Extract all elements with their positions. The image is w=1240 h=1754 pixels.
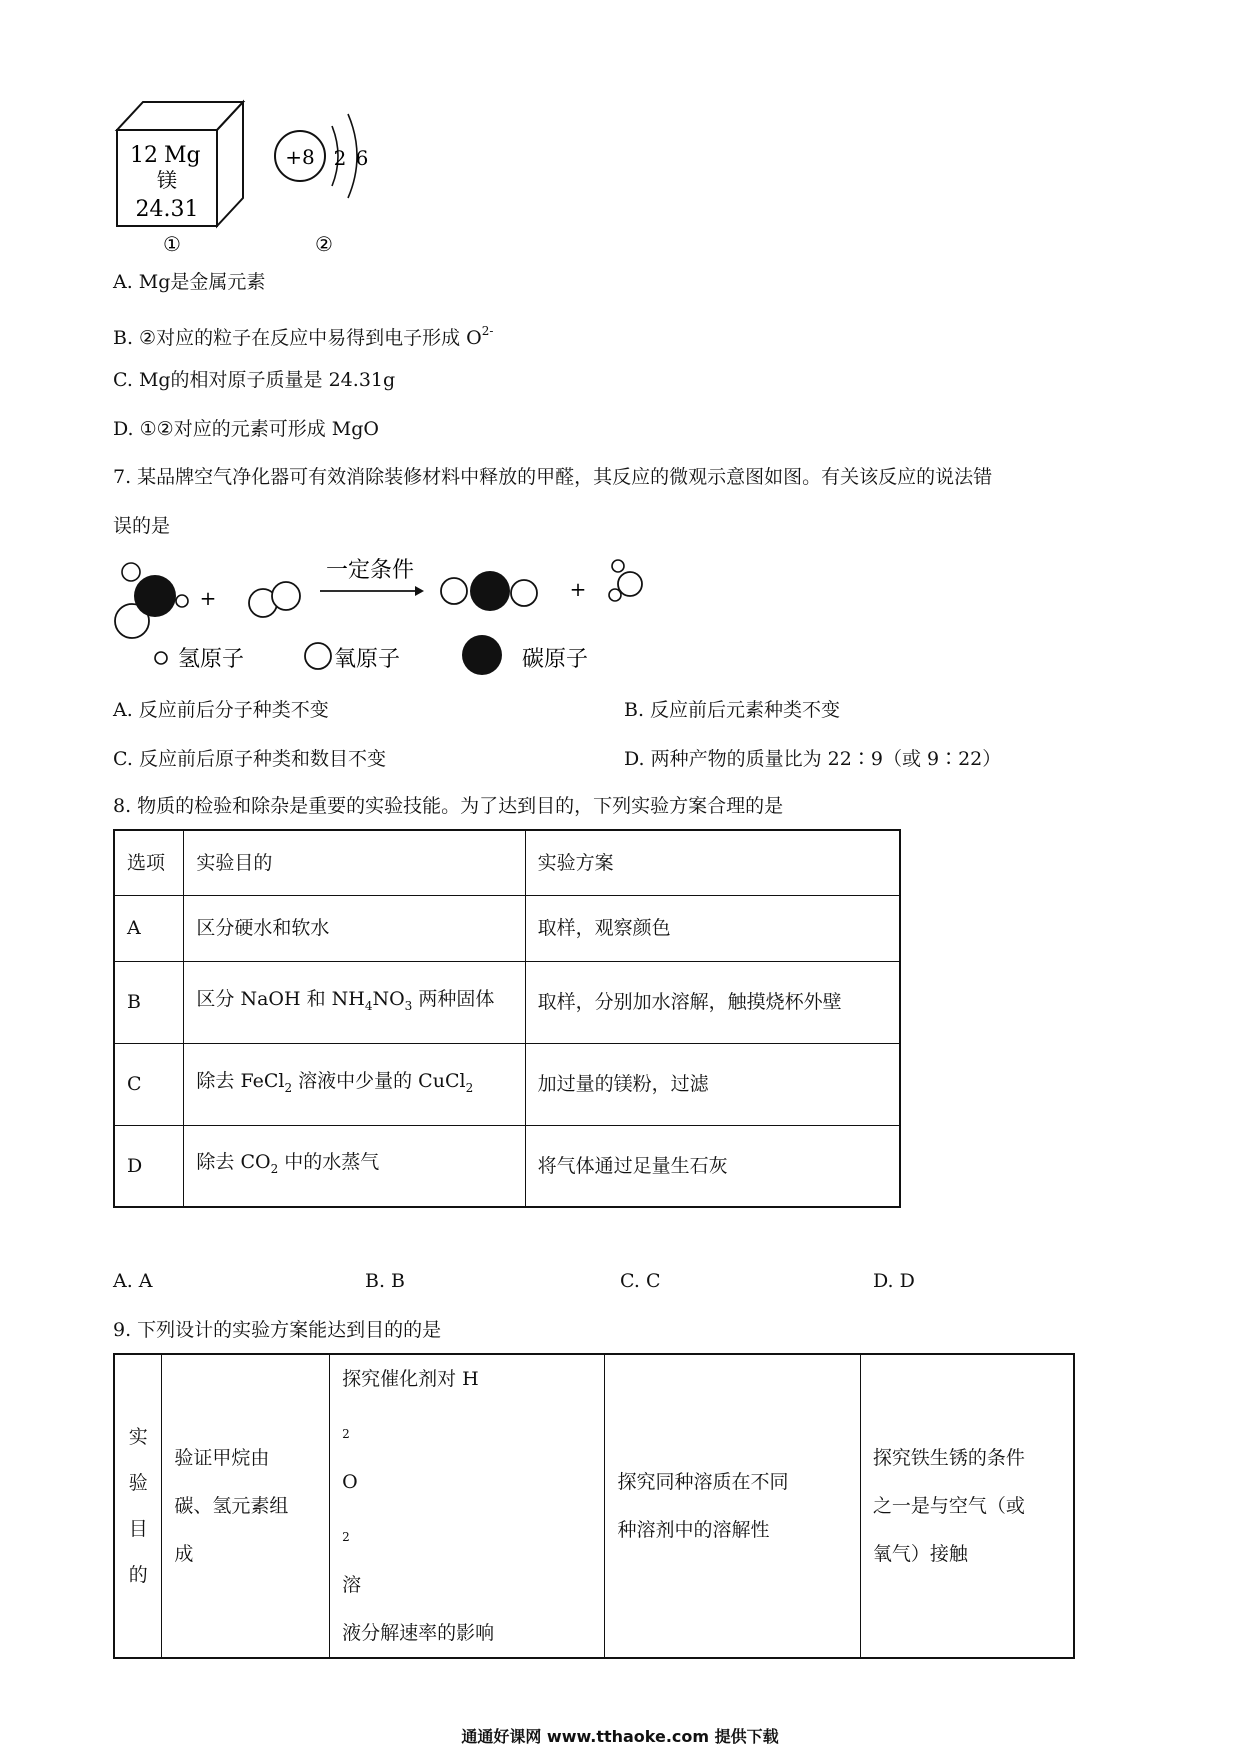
page-footer: 通通好课网 www.tthaoke.com 提供下载	[461, 1727, 779, 1746]
q8-answer-d: D. D	[873, 1270, 915, 1292]
q8-row-d-option: D	[114, 1125, 184, 1207]
q8-answer-c: C. C	[620, 1270, 661, 1292]
oxygen-atom-structure-diagram	[272, 110, 382, 256]
q9-cell-solubility: 探究同种溶质在不同 种溶剂中的溶解性	[605, 1354, 860, 1658]
magnesium-element-card	[112, 96, 252, 256]
reaction-micro-diagram	[110, 555, 670, 677]
q7-stem-line1: 7. 某品牌空气净化器可有效消除装修材料中释放的甲醛，其反应的微观示意图如图。有关该反应的说法错	[113, 466, 993, 488]
q7-option-b: B. 反应前后元素种类不变	[624, 699, 841, 721]
q8-row-d-goal: 除去 $CO_2$ 中的水蒸气	[184, 1125, 525, 1207]
q8-answer-b: B. B	[365, 1270, 406, 1292]
q8-row-c-option: C	[114, 1043, 184, 1125]
shell1-electrons: 2	[333, 146, 347, 170]
q8-row-a-plan: 取样，观察颜色	[525, 895, 900, 961]
q9-table	[113, 1353, 1075, 1659]
q7-option-c: C. 反应前后原子种类和数目不变	[113, 748, 386, 770]
q8-row-d-plan: 将气体通过足量生石灰	[525, 1125, 900, 1207]
q8-row-c-goal: 除去 FeCl$_2$ 溶液中少量的 CuCl$_2$	[184, 1043, 525, 1125]
q9-cell-catalyst: 探究催化剂对 H $_2$ O $_2$ 溶 液分解速率的影响	[330, 1354, 605, 1658]
q7-stem-line2: 误的是	[113, 515, 171, 537]
element-name: 镁	[157, 168, 177, 192]
q7-option-a: A. 反应前后分子种类不变	[113, 699, 329, 721]
element-number: 12	[130, 143, 158, 168]
plus-sign-2: +	[569, 577, 587, 601]
q7-option-d: D. 两种产物的质量比为 22∶9（或 9∶22）	[624, 748, 1002, 770]
legend-oxygen: 氧原子	[334, 647, 401, 672]
q6-option-a: A. Mg是金属元素	[113, 271, 266, 293]
q9-stem: 9. 下列设计的实验方案能达到目的的是	[113, 1319, 442, 1341]
plus-sign-1: +	[199, 586, 217, 610]
q6-option-d: D. ①②对应的元素可形成 MgO	[113, 418, 379, 440]
q8-header-option: 选项	[114, 830, 184, 895]
element-symbol: Mg	[164, 143, 201, 168]
q8-row-a-goal: 区分硬水和软水	[184, 895, 525, 961]
q8-stem: 8. 物质的检验和除杂是重要的实验技能。为了达到目的，下列实验方案合理的是	[113, 795, 784, 817]
legend-carbon: 碳原子	[522, 647, 589, 672]
q9-cell-rusting: 探究铁生锈的条件 之一是与空气（或 氧气）接触	[860, 1354, 1074, 1658]
q6-option-b: B. ②对应的粒子在反应中易得到电子形成 $O^{2-}$	[113, 324, 494, 349]
nucleus-charge: +8	[285, 145, 315, 169]
q8-row-a-option: A	[114, 895, 184, 961]
q8-table	[113, 829, 901, 1208]
shell2-electrons: 6	[355, 146, 369, 170]
q8-header-goal: 实验目的	[184, 830, 525, 895]
legend-hydrogen: 氢原子	[178, 647, 245, 672]
q9-row-header: 实 验 目 的	[114, 1354, 162, 1658]
q8-row-b-goal: 区分 NaOH 和 $NH_4NO_3$ 两种固体	[184, 961, 525, 1043]
element-mass: 24.31	[135, 197, 199, 222]
atom-caption: ②	[315, 232, 333, 256]
card-caption: ①	[163, 232, 181, 256]
q8-row-c-plan: 加过量的镁粉，过滤	[525, 1043, 900, 1125]
reaction-condition: 一定条件	[325, 558, 415, 583]
q6-option-c: C. Mg的相对原子质量是 24.31g	[113, 369, 396, 391]
q8-row-b-plan: 取样，分别加水溶解，触摸烧杯外壁	[525, 961, 900, 1043]
q8-answer-a: A. A	[113, 1270, 153, 1292]
q8-row-b-option: B	[114, 961, 184, 1043]
q9-cell-methane: 验证甲烷由 碳、氢元素组 成	[162, 1354, 330, 1658]
q8-header-plan: 实验方案	[525, 830, 900, 895]
